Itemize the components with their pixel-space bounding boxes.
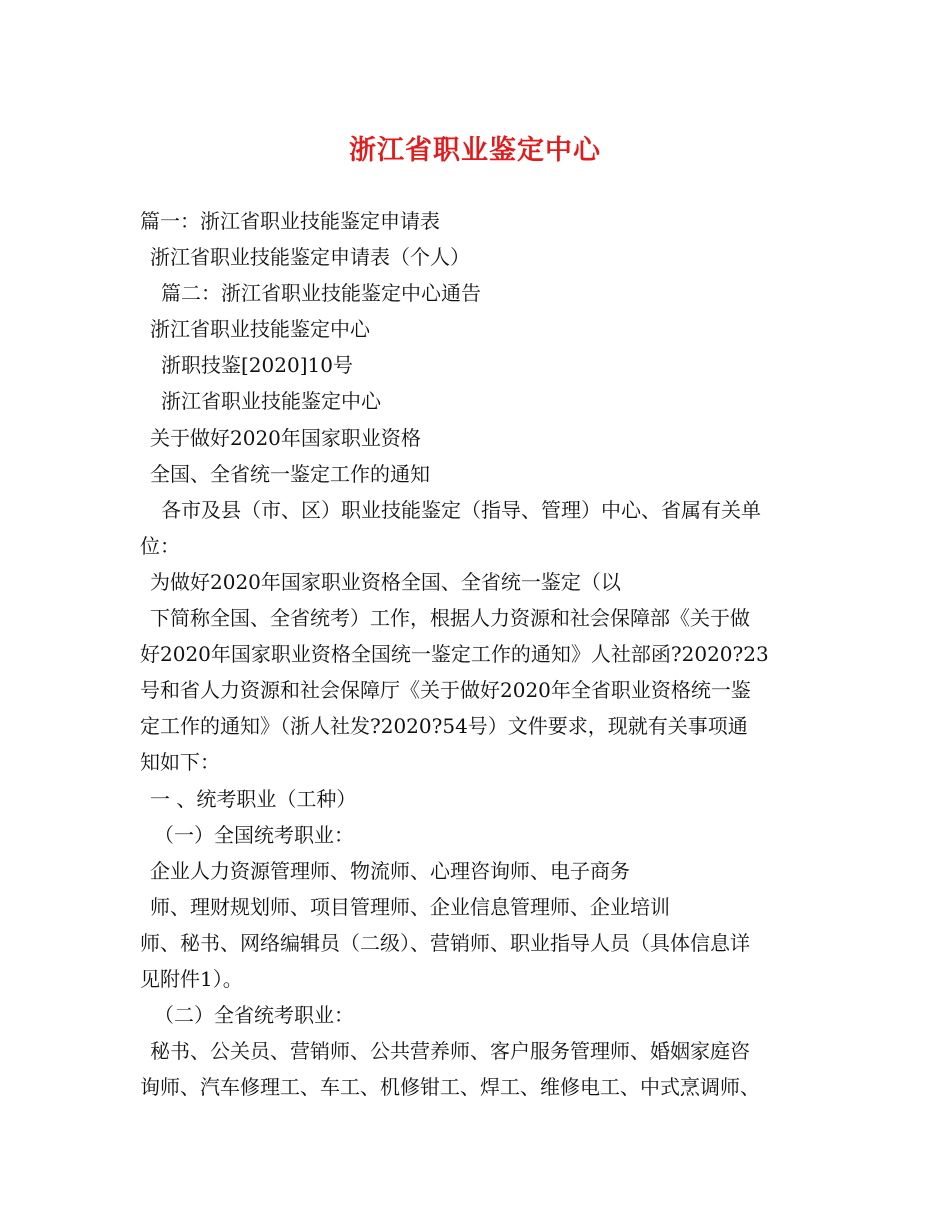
text-line: 询师、汽车修理工、车工、机修钳工、焊工、维修电工、中式烹调师、 bbox=[140, 1075, 760, 1100]
text-line: 下简称全国、全省统考）工作，根据人力资源和社会保障部《关于做 bbox=[150, 606, 750, 631]
text-line: 好2020年国家职业资格全国统一鉴定工作的通知》人社部函?2020?23 bbox=[140, 642, 769, 667]
text-line: 浙江省职业技能鉴定中心 bbox=[150, 317, 370, 342]
text-line: 浙江省职业技能鉴定申请表（个人） bbox=[150, 245, 470, 270]
text-line: 师、秘书、网络编辑员（二级）、营销师、职业指导人员（具体信息详 bbox=[140, 930, 750, 955]
text-line: 浙职技鉴[2020]10号 bbox=[161, 353, 353, 378]
text-line: 篇一：浙江省职业技能鉴定申请表 bbox=[140, 209, 440, 233]
text-line: 一 、统考职业（工种） bbox=[150, 786, 357, 811]
text-line: （二）全省统考职业： bbox=[154, 1003, 354, 1028]
text-line: 定工作的通知》（浙人社发?2020?54号）文件要求，现就有关事项通 bbox=[140, 714, 748, 739]
text-line: 浙江省职业技能鉴定中心 bbox=[161, 389, 381, 414]
document-body bbox=[140, 203, 812, 1105]
text-line: 见附件1）。 bbox=[140, 966, 243, 991]
text-line: 知如下： bbox=[140, 750, 220, 775]
text-line: 关于做好2020年国家职业资格 bbox=[150, 425, 421, 450]
text-line: （一）全国统考职业： bbox=[154, 822, 354, 847]
text-line: 秘书、公关员、营销师、公共营养师、客户服务管理师、婚姻家庭咨 bbox=[150, 1039, 750, 1064]
text-line: 号和省人力资源和社会保障厅《关于做好2020年全省职业资格统一鉴 bbox=[140, 678, 751, 703]
text-line: 师、理财规划师、项目管理师、企业信息管理师、企业培训 bbox=[150, 894, 670, 919]
text-line: 位： bbox=[140, 533, 180, 558]
text-line: 全国、全省统一鉴定工作的通知 bbox=[150, 461, 430, 486]
text-line: 为做好2020年国家职业资格全国、全省统一鉴定（以 bbox=[150, 569, 621, 594]
document-title: 浙江省职业鉴定中心 bbox=[349, 135, 601, 166]
text-line: 企业人力资源管理师、物流师、心理咨询师、电子商务 bbox=[150, 858, 630, 883]
text-line: 各市及县（市、区）职业技能鉴定（指导、管理）中心、省属有关单 bbox=[161, 497, 761, 522]
text-line: 篇二：浙江省职业技能鉴定中心通告 bbox=[161, 281, 481, 306]
